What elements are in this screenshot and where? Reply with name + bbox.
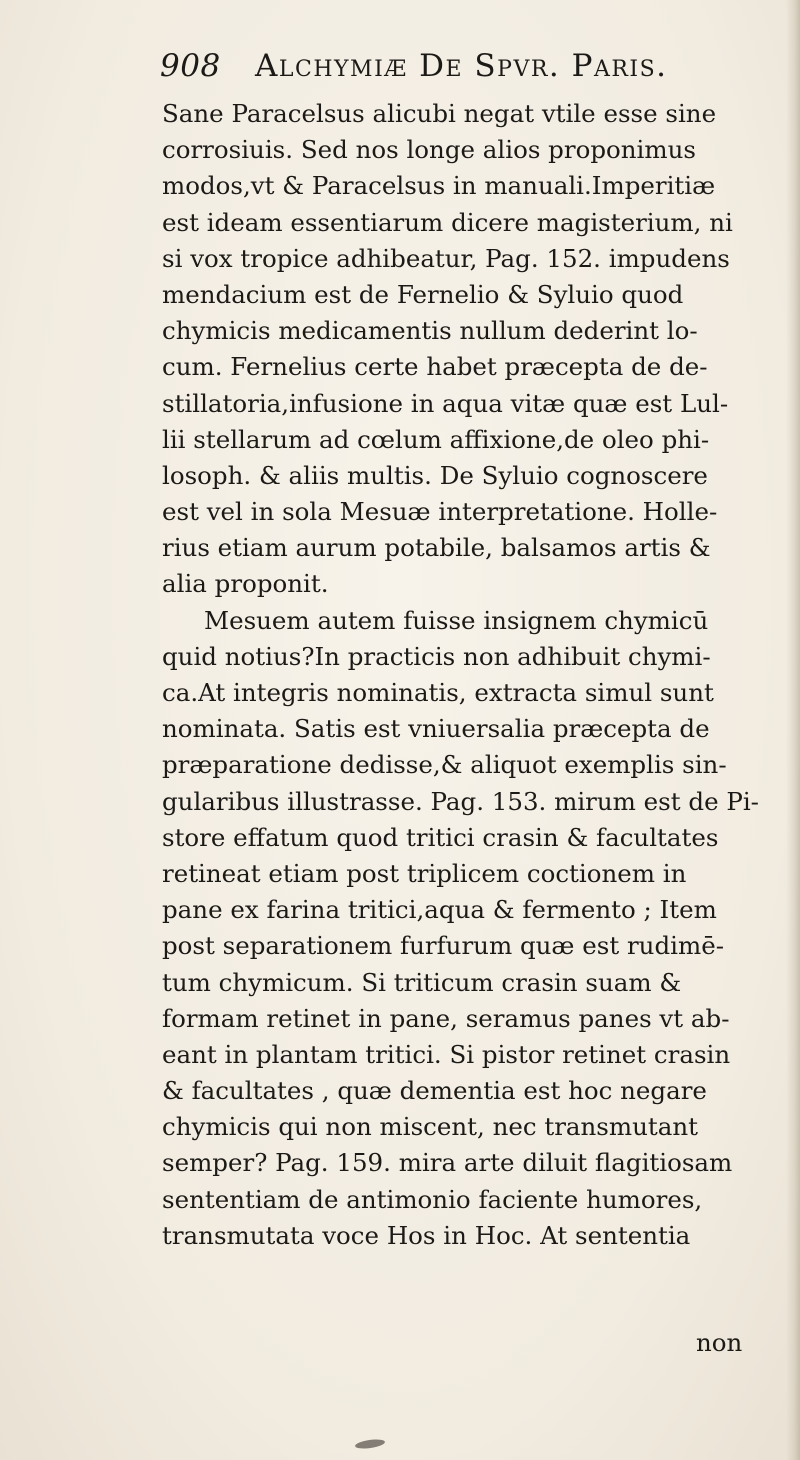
text-line: quid notius?In practicis non adhibuit chymi-	[162, 641, 711, 671]
text-line: post separationem furfurum quæ est rudimē-	[162, 931, 724, 961]
text-line: est ideam essentiarum dicere magisterium, ni	[162, 207, 733, 237]
text-line: sententiam de antimonio faciente humores,	[162, 1184, 703, 1214]
text-line: Mesuem autem fuisse insignem chymicū	[204, 605, 709, 635]
text-line: est vel in sola Mesuæ interpretatione. Holle-	[162, 497, 718, 527]
text-line: mendacium est de Fernelio & Syluio quod	[162, 279, 684, 309]
ink-smudge	[355, 1438, 386, 1450]
page-number: 908	[160, 48, 221, 84]
text-line: Sane Paracelsus alicubi negat vtile esse sine	[162, 99, 717, 128]
text-line: præparatione dedisse,& aliquot exemplis sin-	[162, 750, 727, 780]
text-line: modos,vt & Paracelsus in manuali.Imperitiæ	[162, 171, 716, 201]
text-line: chymicis qui non miscent, nec transmutant	[162, 1112, 698, 1142]
text-line: eant in plantam tritici. Si pistor retinet crasin	[162, 1039, 731, 1069]
text-line: store effatum quod tritici crasin & facultates	[162, 822, 719, 852]
text-line: formam retinet in pane, seramus panes vt ab-	[162, 1003, 730, 1033]
text-line: losoph. & aliis multis. De Syluio cognoscere	[162, 460, 708, 490]
text-line: pane ex farina tritici,aqua & fermento ; Item	[162, 895, 717, 925]
text-line: semper? Pag. 159. mira arte diluit flagitiosam	[162, 1148, 733, 1178]
text-line: tum chymicum. Si triticum crasin suam &	[162, 967, 682, 997]
page-edge-shadow	[786, 0, 800, 1460]
text-line: nominata. Satis est vniuersalia præcepta de	[162, 714, 710, 744]
text-line: cum. Fernelius certe habet præcepta de de-	[162, 352, 708, 382]
text-line: ca.At integris nominatis, extracta simul sunt	[162, 678, 714, 707]
text-line: gularibus illustrasse. Pag. 153. mirum est de Pi-	[162, 786, 759, 816]
text-line: rius etiam aurum potabile, balsamos artis &	[162, 533, 711, 563]
text-line: stillatoria,infusione in aqua vitæ quæ est Lul-	[162, 388, 729, 418]
catchword: non	[696, 1328, 743, 1357]
text-line: si vox tropice adhibeatur, Pag. 152. impudens	[162, 243, 730, 273]
text-line: & facultates , quæ dementia est hoc negare	[162, 1076, 707, 1106]
text-line: alia proponit.	[162, 569, 329, 599]
body-text	[162, 96, 780, 1254]
text-line: retineat etiam post triplicem coctionem in	[162, 858, 687, 888]
text-line: transmutata voce Hos in Hoc. At sententia	[162, 1220, 691, 1250]
text-line: lii stellarum ad cœlum affixione,de oleo phi-	[162, 424, 710, 454]
text-line: corrosiuis. Sed nos longe alios proponimus	[162, 135, 696, 165]
page-header	[160, 44, 720, 88]
running-title: Alchymiæ De Spvr. Paris.	[255, 48, 668, 84]
text-line: chymicis medicamentis nullum dederint lo-	[162, 316, 698, 346]
